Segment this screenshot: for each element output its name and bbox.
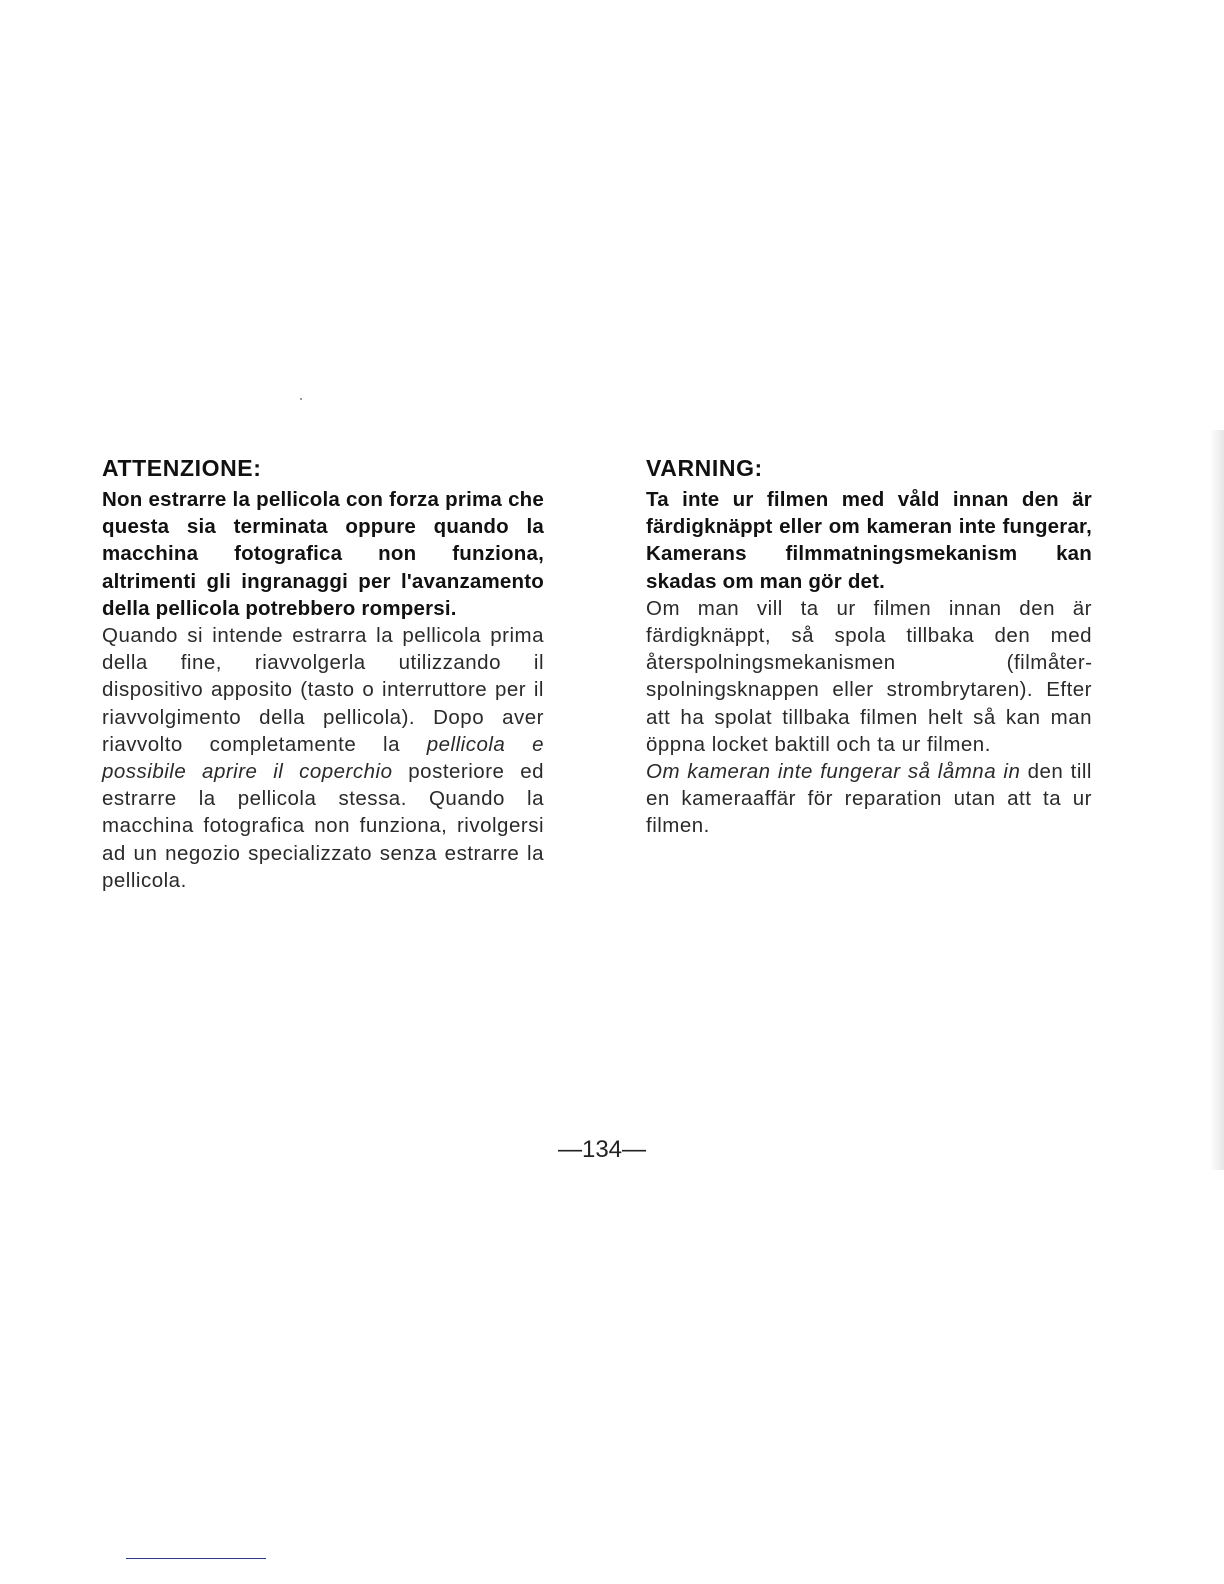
swedish-repair-note xyxy=(646,758,1092,840)
page-number: —134— xyxy=(557,1136,647,1163)
footnote-rule xyxy=(126,1558,266,1559)
italian-instructions-intro: Quando si intende estrarra la pellicola prima della fine, riavvolgerla utilizzando il dispositivo apposito (tasto o interruttore per il riavvolgimento della pellicola). Dopo aver riavvolto completamente la xyxy=(102,624,544,756)
italian-instructions xyxy=(102,622,544,894)
swedish-heading: VARNING: xyxy=(646,455,763,481)
italian-warning: Non estrarre la pellicola con forza prima che questa sia terminata oppure quando la macchina fotografica non funziona, altrimenti gli ingranaggi per l'avanzamento della pellicola potrebbero rompersi. xyxy=(102,488,544,620)
swedish-warning: Ta inte ur filmen med våld innan den är färdigknäppt eller om kameran inte fungerar, Kamerans filmmatningsmekanism kan skadas om man gör det. xyxy=(646,488,1092,593)
swedish-column xyxy=(646,452,1092,840)
scan-speck xyxy=(300,398,302,400)
italian-heading: ATTENZIONE: xyxy=(102,455,262,481)
swedish-repair-rest: den till en kameraaffär för reparation utan att ta ur filmen. xyxy=(646,760,1092,838)
swedish-repair-italic: Om kameran inte fungerar så låmna in xyxy=(646,760,1021,784)
italian-column xyxy=(102,452,544,894)
italian-instructions-italic: pellicola e possibile aprire il coperchio xyxy=(102,732,544,784)
scan-edge-shadow xyxy=(1210,430,1224,1170)
swedish-instructions: Om man vill ta ur filmen innan den är färdigknäppt, så spola tillbaka den med återspolningsmekanismen (filmåterspolningsknappen eller strombrytaren). Efter att ha spolat tillbaka filmen helt så kan man öppna locket baktill och ta ur filmen. xyxy=(646,596,1092,756)
italian-instructions-rest: posteriore ed estrarre la pellicola stessa. Quando la macchina fotografica non funziona, rivolgersi ad un negozio specializzato senza estrarre la pellicola. xyxy=(102,760,545,892)
